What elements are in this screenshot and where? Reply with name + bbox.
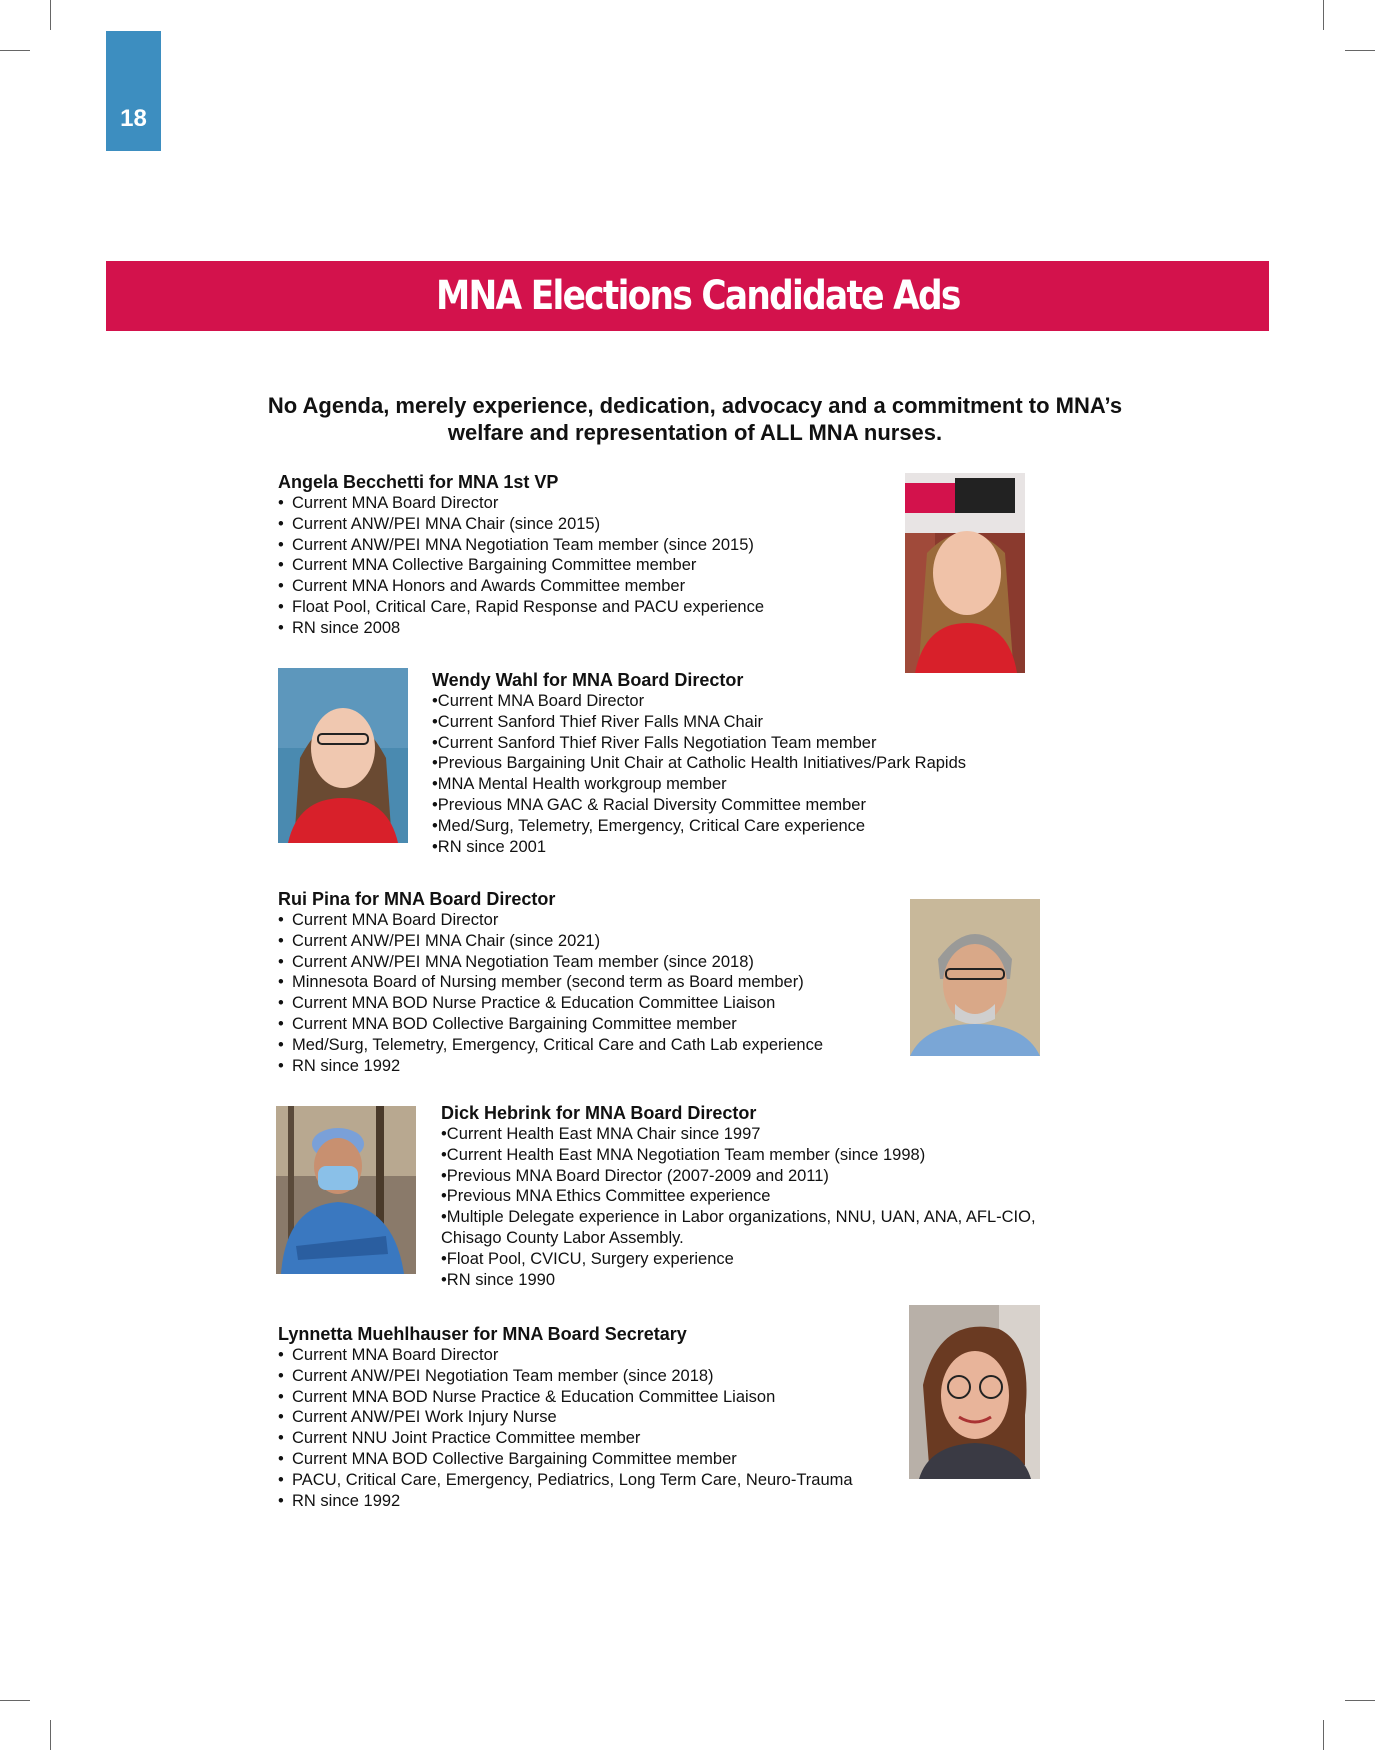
crop-mark [1323, 1720, 1324, 1750]
list-item: • Current NNU Joint Practice Committee member [278, 1429, 641, 1448]
intro-statement: No Agenda, merely experience, dedication, advocacy and a commitment to MNA’s welfare and representation of ALL MNA nurses. [267, 393, 1123, 445]
list-item: • PACU, Critical Care, Emergency, Pediatrics, Long Term Care, Neuro-Trauma [278, 1470, 853, 1489]
list-item: • Current ANW/PEI MNA Negotiation Team member (since 2018) [278, 952, 754, 971]
list-item: •Current Health East MNA Chair since 1997 [441, 1125, 761, 1143]
list-item: • Current MNA BOD Collective Bargaining Committee member [278, 1014, 737, 1033]
list-item: •Previous MNA Board Director (2007-2009 and 2011) [441, 1166, 829, 1185]
candidate-title: Dick Hebrink for MNA Board Director [441, 1103, 757, 1123]
list-item: • Minnesota Board of Nursing member (second term as Board member) [278, 973, 804, 992]
candidate-photo-rui-pina [910, 899, 1040, 1056]
list-item: •RN since 2001 [432, 837, 547, 856]
list-item: • Current MNA BOD Nurse Practice & Education Committee Liaison [278, 1387, 776, 1406]
list-item: • Current MNA Board Director [278, 494, 499, 512]
candidate-ad-angela-becchetti [278, 471, 764, 639]
crop-mark [0, 50, 30, 51]
list-item: •Current MNA Board Director [432, 692, 645, 710]
list-item: •Float Pool, CVICU, Surgery experience [441, 1249, 734, 1268]
list-item: • Current MNA Board Director [278, 1346, 499, 1364]
list-item: •Previous Bargaining Unit Chair at Catholic Health Initiatives/Park Rapids [432, 754, 967, 773]
candidate-photo-angela-becchetti [905, 473, 1025, 673]
candidate-title: Wendy Wahl for MNA Board Director [432, 670, 744, 690]
list-item: • Current ANW/PEI MNA Negotiation Team member (since 2015) [278, 535, 754, 554]
list-item: • Current ANW/PEI MNA Chair (since 2021) [278, 931, 601, 950]
qualification-list [432, 691, 966, 857]
list-item: • Current MNA Honors and Awards Committee member [278, 577, 686, 596]
candidate-ad-dick-hebrink [441, 1102, 1061, 1290]
candidate-photo-lynnetta-muehlhauser [909, 1305, 1040, 1479]
section-banner [106, 261, 1269, 331]
crop-mark [0, 1700, 30, 1701]
list-item: • Current MNA Collective Bargaining Committee member [278, 556, 697, 575]
list-item: •Med/Surg, Telemetry, Emergency, Critical Care experience [432, 816, 866, 835]
list-item: •Current Sanford Thief River Falls MNA Chair [432, 712, 763, 731]
list-item: •Previous MNA GAC & Racial Diversity Committee member [432, 795, 866, 814]
qualification-list [278, 493, 764, 639]
candidate-title: Lynnetta Muehlhauser for MNA Board Secretary [278, 1324, 687, 1344]
page-number-tab [106, 31, 161, 151]
list-item: • Med/Surg, Telemetry, Emergency, Critical Care and Cath Lab experience [278, 1035, 823, 1054]
qualification-list [441, 1124, 1061, 1290]
list-item: •RN since 1990 [441, 1270, 556, 1289]
crop-mark [50, 0, 51, 30]
list-item: •Current Health East MNA Negotiation Team member (since 1998) [441, 1145, 926, 1164]
candidate-ad-lynnetta-muehlhauser [278, 1323, 853, 1511]
candidate-photo-dick-hebrink [276, 1106, 416, 1274]
list-item: • Current ANW/PEI Work Injury Nurse [278, 1408, 557, 1427]
crop-mark [1323, 0, 1324, 30]
page-number: 18 [120, 105, 147, 132]
candidate-photo-wendy-wahl [278, 668, 408, 843]
list-item: • Float Pool, Critical Care, Rapid Response and PACU experience [278, 597, 765, 616]
qualification-list [278, 1345, 853, 1511]
list-item: • RN since 1992 [278, 1491, 401, 1510]
list-item: •Current Sanford Thief River Falls Negotiation Team member [432, 733, 877, 752]
candidate-title: Angela Becchetti for MNA 1st VP [278, 472, 559, 492]
crop-mark [50, 1720, 51, 1750]
list-item: •MNA Mental Health workgroup member [432, 775, 727, 794]
crop-mark [1345, 50, 1375, 51]
list-item: •Previous MNA Ethics Committee experience [441, 1187, 771, 1206]
list-item: • Current ANW/PEI Negotiation Team member (since 2018) [278, 1366, 714, 1385]
list-item: •Multiple Delegate experience in Labor organizations, NNU, UAN, ANA, AFL-CIO, Chisago County Labor Assembly. [441, 1208, 1036, 1247]
list-item: • Current MNA Board Director [278, 911, 499, 929]
list-item: • Current ANW/PEI MNA Chair (since 2015) [278, 514, 601, 533]
list-item: • RN since 2008 [278, 618, 401, 637]
qualification-list [278, 910, 823, 1076]
list-item: • RN since 1992 [278, 1056, 401, 1075]
candidate-title: Rui Pina for MNA Board Director [278, 889, 556, 909]
candidate-ad-wendy-wahl [432, 669, 966, 857]
list-item: • Current MNA BOD Nurse Practice & Education Committee Liaison [278, 994, 776, 1013]
list-item: • Current MNA BOD Collective Bargaining Committee member [278, 1449, 737, 1468]
candidate-ad-rui-pina [278, 888, 823, 1076]
crop-mark [1345, 1700, 1375, 1701]
banner-title: MNA Elections Candidate Ads [435, 273, 960, 319]
